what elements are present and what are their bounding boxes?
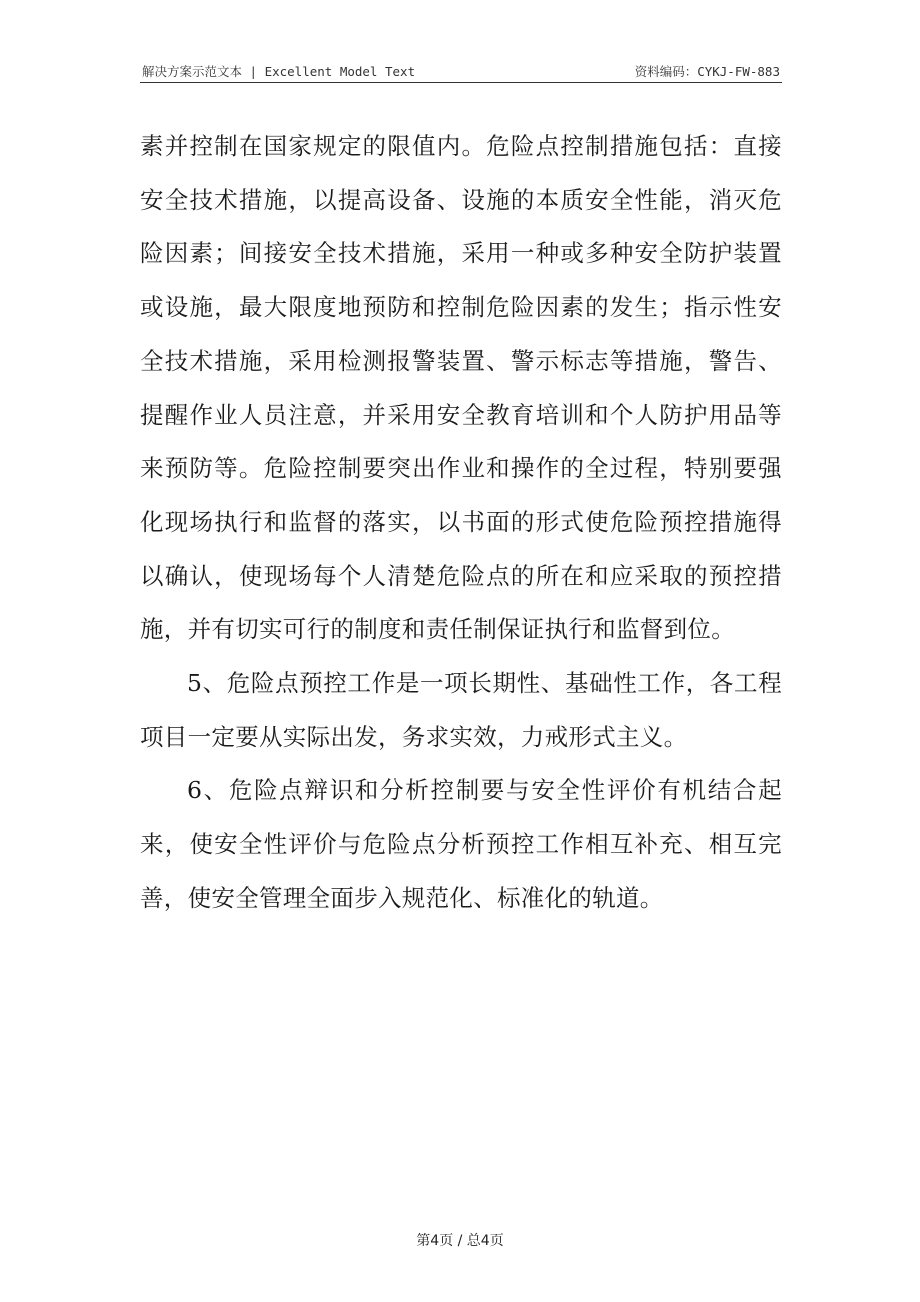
document-body — [140, 120, 782, 926]
paragraph-continued: 素并控制在国家规定的限值内。危险点控制措施包括：直接安全技术措施，以提高设备、设施的本质安全性能，消灭危险因素；间接安全技术措施，采用一种或多种安全防护装置或设施，最大限度地预防和控制危险因素的发生；指示性安全技术措施，采用检测报警装置、警示标志等措施，警告、提醒作业人员注意，并采用安全教育培训和个人防护用品等来预防等。危险控制要突出作业和操作的全过程，特别要强化现场执行和监督的落实，以书面的形式使危险预控措施得以确认，使现场每个人清楚危险点的所在和应采取的预控措施，并有切实可行的制度和责任制保证执行和监督到位。 — [140, 132, 782, 644]
header-title: 解决方案示范文本 | Excellent Model Text — [142, 64, 416, 79]
header-document-code: 资料编码：CYKJ-FW-883 — [634, 64, 780, 79]
page-number: 第4页 / 总4页 — [416, 1233, 504, 1249]
page-header — [140, 60, 782, 83]
paragraph-item-6: 6、危险点辩识和分析控制要与安全性评价有机结合起来，使安全性评价与危险点分析预控工作相互补充、相互完善，使安全管理全面步入规范化、标准化的轨道。 — [140, 776, 782, 912]
page-footer — [0, 1230, 920, 1250]
paragraph-item-5: 5、危险点预控工作是一项长期性、基础性工作，各工程项目一定要从实际出发，务求实效，力戒形式主义。 — [140, 669, 782, 751]
